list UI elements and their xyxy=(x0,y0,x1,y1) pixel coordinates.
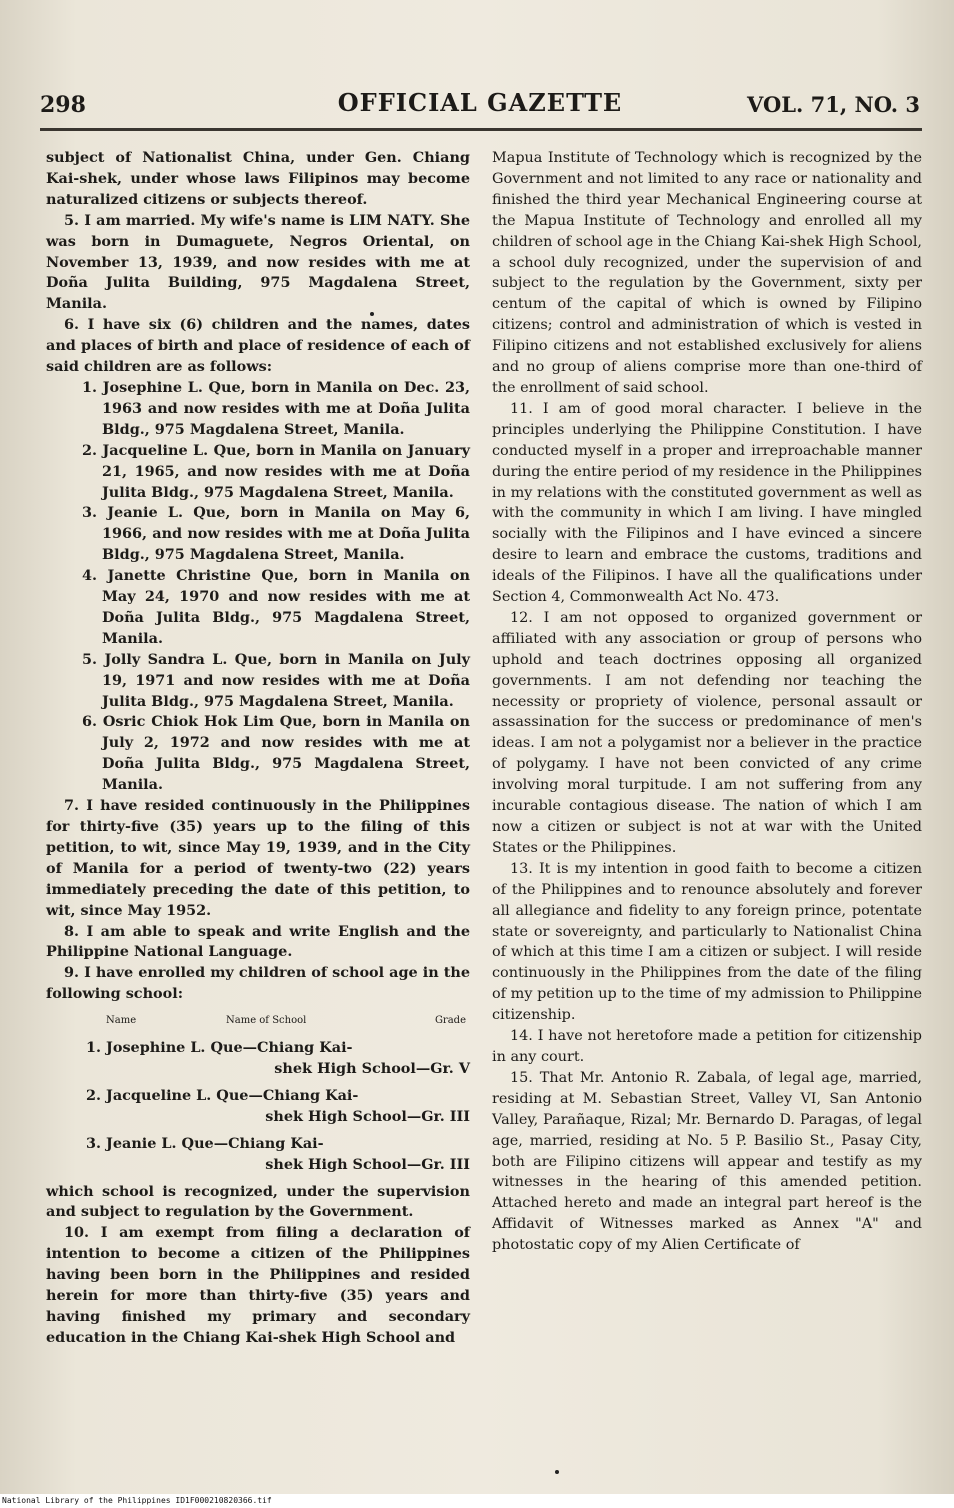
children-list xyxy=(46,378,470,796)
school-table-header xyxy=(46,1011,470,1032)
paragraph-intro: subject of Nationalist China, under Gen. Chiang Kai-shek, under whose laws Filipinos may become naturalized citizens or subjects thereof. xyxy=(46,149,470,208)
publication-title: OFFICIAL GAZETTE xyxy=(337,88,623,117)
paragraph-13: 13. It is my intention in good faith to become a citizen of the Philippines and to renounce absolutely and forever all allegiance and fidelity to any foreign prince, potentate state or sovereignty, and particularly to Nationalist China of which at this time I am a citizen or subject. I will reside continuously in the Philippines from the date of the filing of my petition up to the time of my admission to Philippine citizenship. xyxy=(492,860,922,1024)
child-item: 1. Josephine L. Que, born in Manila on Dec. 23, 1963 and now resides with me at Doña Julita Bldg., 975 Magdalena Street, Manila. xyxy=(82,378,470,438)
column-header-grade: Grade xyxy=(434,1015,466,1027)
table-row-line1: 2. Jacqueline L. Que—Chiang Kai- xyxy=(86,1086,359,1104)
print-speck xyxy=(370,312,374,316)
paragraph-15: 15. That Mr. Antonio R. Zabala, of legal age, married, residing at M. Sebastian Street, Valley VI, San Antonio Valley, Parañaque, Rizal; Mr. Bernardo D. Paragas, of legal age, married, residing at No. 5 P. Basilio St., Pasay City, both are Filipino citizens will appear and testify as my witnesses in the hearing of this amended petition. Attached hereto and made an integral part hereof is the Affidavit of Witnesses marked as Annex "A" and photostatic copy of my Alien Certificate of xyxy=(492,1069,922,1254)
child-item: 6. Osric Chiok Hok Lim Que, born in Manila on July 2, 1972 and now resides with me at Doña Julita Bldg., 975 Magdalena Street, Manila. xyxy=(82,713,470,794)
page-header xyxy=(40,88,920,128)
school-table xyxy=(46,1011,470,1175)
column-header-name: Name xyxy=(106,1015,137,1027)
child-item: 5. Jolly Sandra L. Que, born in Manila on July 19, 1971 and now resides with me at Doña Julita Bldg., 975 Magdalena Street, Manila. xyxy=(82,650,470,710)
table-row-line2: shek High School—Gr. III xyxy=(265,1155,470,1173)
print-speck xyxy=(555,1470,559,1474)
left-column xyxy=(46,148,470,1349)
paragraph-5: 5. I am married. My wife's name is LIM NATY. She was born in Dumaguete, Negros Oriental, on November 13, 1939, and now resides with me at Doña Julita Building, 975 Magdalena Street, Manila. xyxy=(46,211,470,313)
child-item: 4. Janette Christine Que, born in Manila on May 24, 1970 and now resides with me at Doña Julita Bldg., 975 Magdalena Street, Manila. xyxy=(82,567,470,647)
table-row xyxy=(46,1086,470,1128)
table-row-line1: 1. Josephine L. Que—Chiang Kai- xyxy=(86,1039,353,1057)
paragraph-8: 8. I am able to speak and write English and the Philippine National Language. xyxy=(46,922,470,961)
volume-label: VOL. 71, NO. 3 xyxy=(747,92,920,117)
scan-footer: National Library of the Philippines ID1F000210820366.tif xyxy=(0,1494,954,1508)
table-row xyxy=(46,1134,470,1176)
paragraph-14: 14. I have not heretofore made a petition for citizenship in any court. xyxy=(492,1028,922,1065)
paragraph-12: 12. I am not opposed to organized government or affiliated with any association or group of persons who uphold and teach doctrines opposing all organized governments. I am not defending nor teaching the necessity or propriety of violence, personal assault or assassination for the success or predominance of men's ideas. I am not a polygamist nor a believer in the practice of polygamy. I have not been convicted of any crime involving moral turpitude. I am not suffering from any incurable contagious disease. The nation of which I am now a citizen or subject is not at war with the United States or the Philippines. xyxy=(492,609,922,856)
child-item: 3. Jeanie L. Que, born in Manila on May 6, 1966, and now resides with me at Doña Julita Bldg., 975 Magdalena Street, Manila. xyxy=(82,504,470,564)
header-rule xyxy=(40,128,922,131)
paragraph-9: 9. I have enrolled my children of school age in the following school: xyxy=(46,964,470,1003)
paragraph-school-recognition: which school is recognized, under the supervision and subject to regulation by the Government. xyxy=(46,1182,470,1221)
table-row-line2: shek High School—Gr. III xyxy=(265,1107,470,1125)
paragraph-11: 11. I am of good moral character. I believe in the principles underlying the Philippine Constitution. I have conducted myself in a proper and irreproachable manner during the entire period of my residence in the Philippines in my relations with the constituted government as well as with the community in which I am living. I have mingled socially with the Filipinos and I have evinced a sincere desire to learn and embrace the customs, traditions and ideals of the Filipinos. I have all the qualifications under Section 4, Commonwealth Act No. 473. xyxy=(492,400,922,606)
paragraph-10: 10. I am exempt from filing a declaration of intention to become a citizen of the Philippines having been born in the Philippines and resided herein for more than thirty-five (35) years and having finished my primary and secondary education in the Chiang Kai-shek High School and xyxy=(46,1224,470,1346)
page-number: 298 xyxy=(40,92,86,118)
table-row xyxy=(46,1038,470,1080)
right-column xyxy=(492,148,922,1256)
child-item: 2. Jacqueline L. Que, born in Manila on January 21, 1965, and now resides with me at Doña Julita Bldg., 975 Magdalena Street, Manila. xyxy=(82,441,470,501)
column-header-school: Name of School xyxy=(226,1015,307,1027)
paragraph-6: 6. I have six (6) children and the names, dates and places of birth and place of residence of each of said children are as follows: xyxy=(46,316,470,376)
paragraph-continued: Mapua Institute of Technology which is recognized by the Government and not limited to any race or nationality and finished the third year Mechanical Engineering course at the Mapua Institute of Technology and enrolled all my children of school age in the Chiang Kai-shek High School, a school duly recognized, under the supervision of and subject to the regulation by the Government, sixty per centum of the capital of which is owned by Filipino citizens; control and administration of which is vested in Filipino citizens and not established exclusively for aliens and no group of aliens comprise more than one-third of the enrollment of said school. xyxy=(492,150,922,396)
table-row-line2: shek High School—Gr. V xyxy=(274,1059,470,1077)
table-row-line1: 3. Jeanie L. Que—Chiang Kai- xyxy=(86,1134,324,1152)
paragraph-7: 7. I have resided continuously in the Philippines for thirty-five (35) years up to the filing of this petition, to wit, since May 19, 1939, and in the City of Manila for a period of twenty-two (22) years immediately preceding the date of this petition, to wit, since May 1952. xyxy=(46,797,470,919)
